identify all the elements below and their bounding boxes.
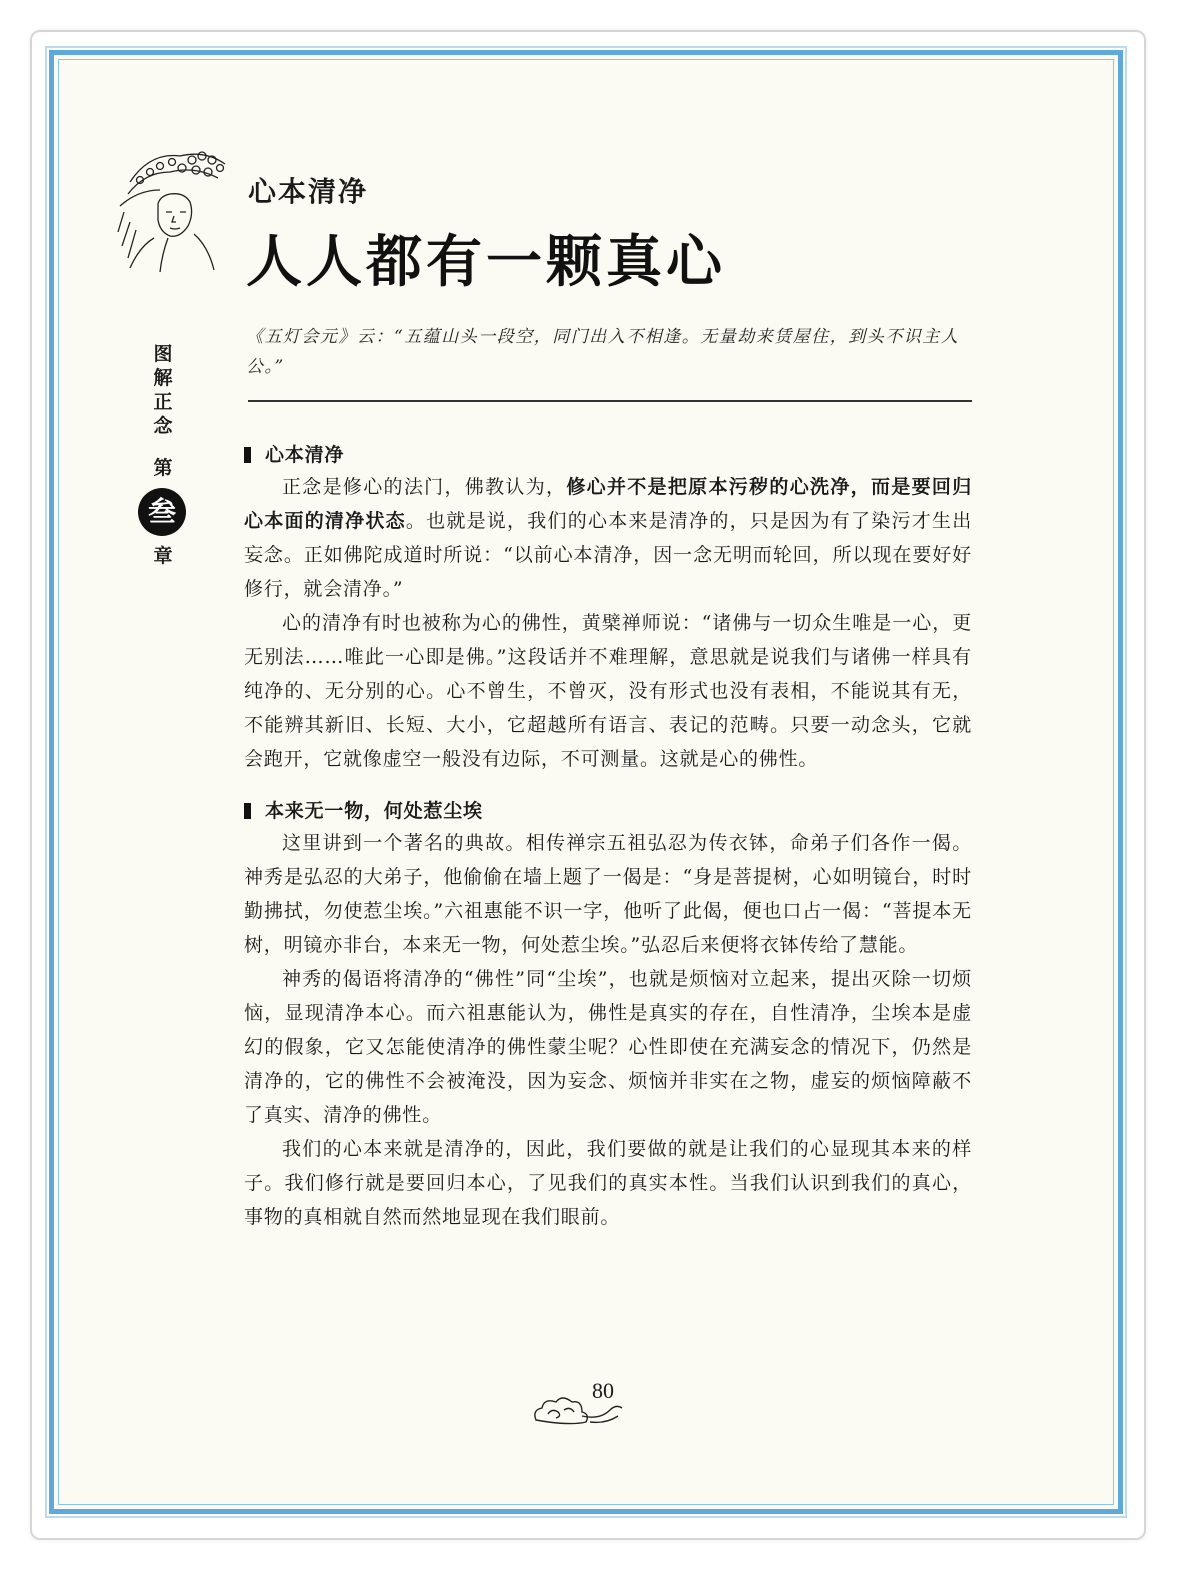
section-heading (244, 796, 972, 826)
page-number: 80 (592, 1378, 614, 1403)
section-subtitle: 心本清净 (248, 175, 369, 208)
book-title-char: 图 (153, 343, 173, 365)
paragraph: 我们的心本来就是清净的，因此，我们要做的就是让我们的心显现其本来的样子。我们修行就是要回归本心，了见我们的真实本性。当我们认识到我们的真心，事物的真相就自然而然地显现在我们眼前。 (244, 1138, 972, 1228)
chapter-number-badge: 叁 (138, 488, 186, 536)
divider-line (248, 400, 972, 402)
section-heading-text: 本来无一物，何处惹尘埃 (265, 800, 483, 822)
paragraph-emphasis: 修心并不是把原本污秽的心洗净，而是要回归心本面的清净状态 (244, 476, 972, 532)
paragraph-text: 。也就是说，我们的心本来是清净的，只是因为有了染污才生出妄念。正如佛陀成道时所说：“以前心本清净，因一念无明而轮回，所以现在要好好修行，就会清净。” (244, 510, 972, 600)
chapter-sidebar (146, 342, 180, 568)
epigraph-quote: 《五灯会元》云：“五蕴山头一段空，同门出入不相逢。无量劫来赁屋住，到头不识主人公。” (246, 327, 960, 377)
paragraph: 这里讲到一个著名的典故。相传禅宗五祖弘忍为传衣钵，命弟子们各作一偈。神秀是弘忍的大弟子，他偷偷在墙上题了一偈是：“身是菩提树，心如明镜台，时时勤拂拭，勿使惹尘埃。”六祖惠能不识一字，他听了此偈，便也口占一偈：“菩提本无树，明镜亦非台，本来无一物，何处惹尘埃。”弘忍后来便将衣钵传给了慧能。 (244, 832, 972, 956)
section-gap (244, 776, 972, 796)
article-body (244, 440, 972, 1234)
paragraph: 神秀的偈语将清净的“佛性”同“尘埃”，也就是烦恼对立起来，提出灭除一切烦恼，显现清净本心。而六祖惠能认为，佛性是真实的存在，自性清净，尘埃本是虚幻的假象，它又怎能使清净的佛性蒙尘呢？心性即使在充满妄念的情况下，仍然是清净的，它的佛性不会被淹没，因为妄念、烦恼并非实在之物，虚妄的烦恼障蔽不了真实、清净的佛性。 (244, 968, 972, 1126)
heading-marker (244, 803, 251, 819)
chapter-prefix: 第 (153, 457, 173, 479)
section-heading-text: 心本清净 (265, 444, 345, 466)
chapter-suffix: 章 (153, 545, 173, 567)
paragraph (244, 470, 972, 606)
section-heading (244, 440, 972, 470)
heading-marker (244, 447, 251, 463)
monk-illustration (110, 142, 230, 274)
book-title-char: 念 (153, 415, 173, 437)
paragraph: 心的清净有时也被称为心的佛性，黄檗禅师说：“诸佛与一切众生唯是一心，更无别法……唯此一心即是佛。”这段话并不难理解，意思就是说我们与诸佛一样具有纯净的、无分别的心。心不曾生，不曾灭，没有形式也没有表相，不能说其有无，不能辨其新旧、长短、大小，它超越所有语言、表记的范畴。只要一动念头，它就会跑开，它就像虚空一般没有边际，不可测量。这就是心的佛性。 (244, 612, 972, 770)
cloud-ornament-icon (530, 1390, 626, 1430)
book-title-char: 解 (153, 367, 173, 389)
book-title-char: 正 (153, 391, 173, 413)
page-title: 人人都有一颗真心 (246, 229, 726, 295)
paragraph-text: 正念是修心的法门，佛教认为， (282, 476, 567, 498)
